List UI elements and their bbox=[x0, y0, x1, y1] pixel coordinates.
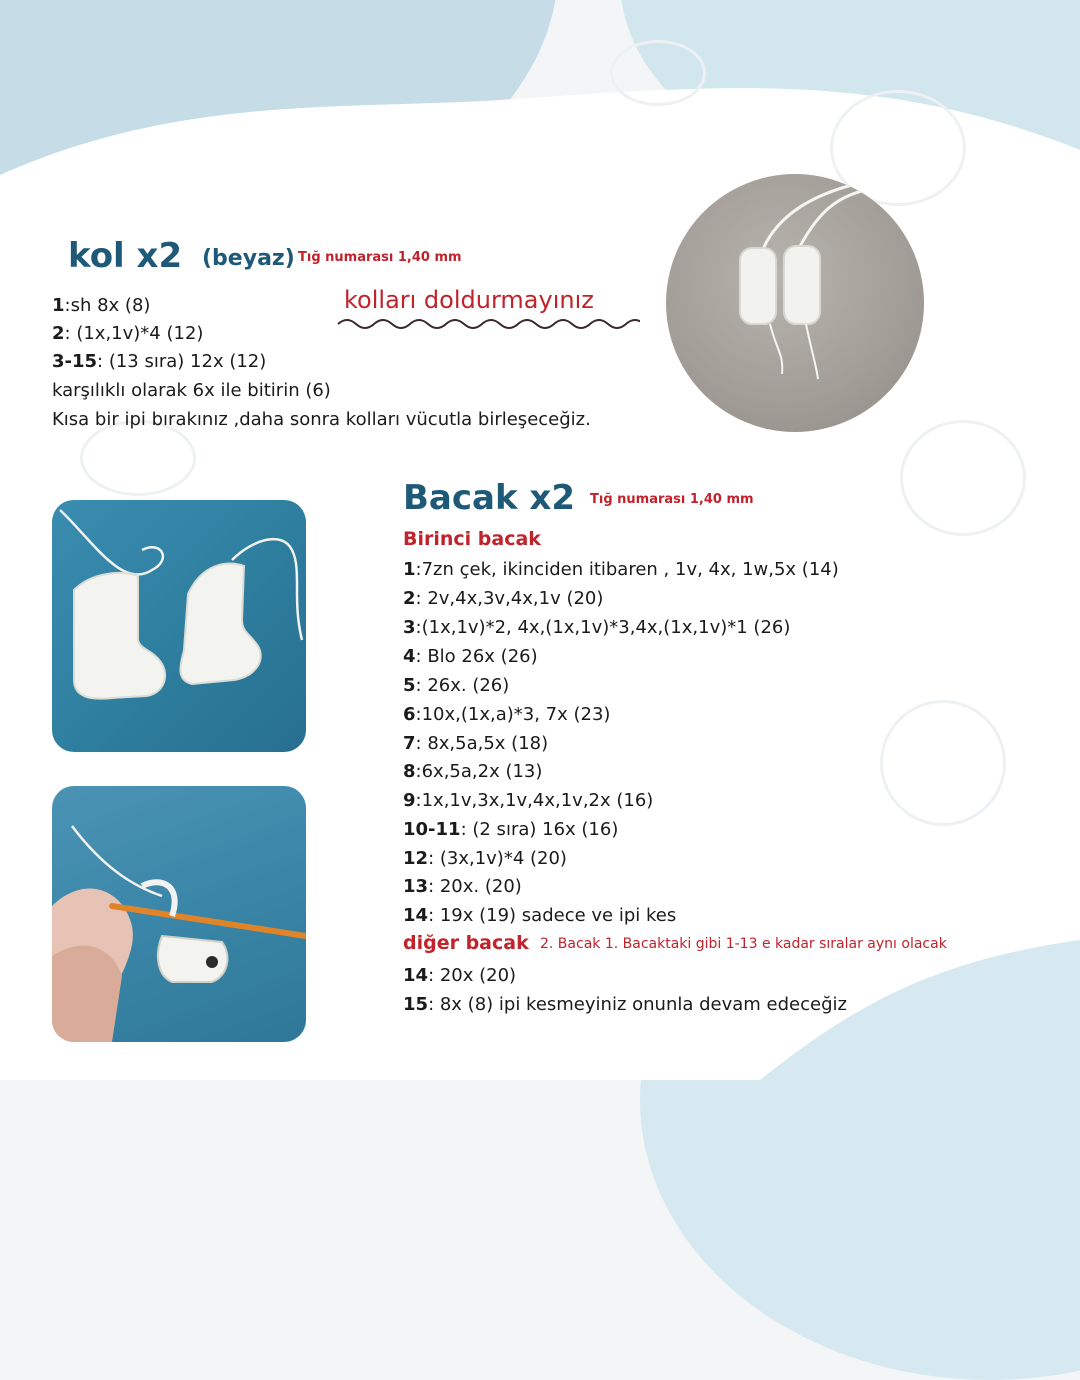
bacak-hook-size: Tığ numarası 1,40 mm bbox=[590, 492, 754, 507]
bacak-row-6: 6:10x,(1x,a)*3, 7x (23) bbox=[403, 704, 611, 725]
kol-row-3: 3-15: (13 sıra) 12x (12) bbox=[52, 351, 267, 372]
bacak-row-1: 1:7zn çek, ikinciden itibaren , 1v, 4x, 1w,5x (14) bbox=[403, 559, 839, 580]
arms-photo bbox=[666, 174, 924, 432]
bacak-row-8: 8:6x,5a,2x (13) bbox=[403, 761, 543, 782]
kol-hook-size: Tığ numarası 1,40 mm bbox=[298, 250, 462, 265]
kol-tail-line: Kısa bir ipi bırakınız ,daha sonra kolları vücutla birleşeceğiz. bbox=[52, 409, 591, 430]
bacak-row-9: 9:1x,1v,3x,1v,4x,1v,2x (16) bbox=[403, 790, 654, 811]
bacak-row-3: 3:(1x,1v)*2, 4x,(1x,1v)*3,4x,(1x,1v)*1 (26) bbox=[403, 617, 791, 638]
kol-row-1: 1:sh 8x (8) bbox=[52, 295, 151, 316]
kol-title: kol x2 bbox=[68, 236, 183, 276]
bacak-row-5: 5: 26x. (26) bbox=[403, 675, 510, 696]
kol-finish-line: karşılıklı olarak 6x ile bitirin (6) bbox=[52, 380, 331, 401]
bunny-doodle bbox=[610, 40, 706, 106]
bunny-doodle bbox=[900, 420, 1026, 536]
bacak-row-12: 13: 20x. (20) bbox=[403, 876, 522, 897]
bacak-row-2: 2: 2v,4x,3v,4x,1v (20) bbox=[403, 588, 604, 609]
legs-illustration bbox=[52, 500, 306, 752]
kol-color-label: (beyaz) bbox=[202, 246, 295, 271]
bacak-row-7: 7: 8x,5a,5x (18) bbox=[403, 733, 549, 754]
other-leg-note: 2. Bacak 1. Bacaktaki gibi 1-13 e kadar sıralar aynı olacak bbox=[540, 936, 947, 952]
bacak-row-11: 12: (3x,1v)*4 (20) bbox=[403, 848, 567, 869]
bacak-row-4: 4: Blo 26x (26) bbox=[403, 646, 538, 667]
other-leg-label: diğer bacak bbox=[403, 932, 529, 954]
other-leg-row-15: 15: 8x (8) ipi kesmeyiniz onunla devam edeceğiz bbox=[403, 994, 847, 1015]
bacak-row-13: 14: 19x (19) sadece ve ipi kes bbox=[403, 905, 677, 926]
first-leg-label: Birinci bacak bbox=[403, 528, 541, 550]
crochet-illustration bbox=[52, 786, 306, 1042]
kol-row-2: 2: (1x,1v)*4 (12) bbox=[52, 323, 204, 344]
arms-illustration bbox=[666, 174, 924, 432]
kol-stuffing-note: kolları doldurmayınız bbox=[344, 286, 594, 314]
legs-photo bbox=[52, 500, 306, 752]
bunny-doodle bbox=[880, 700, 1006, 826]
crochet-process-photo bbox=[52, 786, 306, 1042]
wavy-underline bbox=[336, 316, 640, 332]
bacak-row-10: 10-11: (2 sıra) 16x (16) bbox=[403, 819, 619, 840]
bacak-title: Bacak x2 bbox=[403, 478, 575, 518]
other-leg-row-14: 14: 20x (20) bbox=[403, 965, 517, 986]
